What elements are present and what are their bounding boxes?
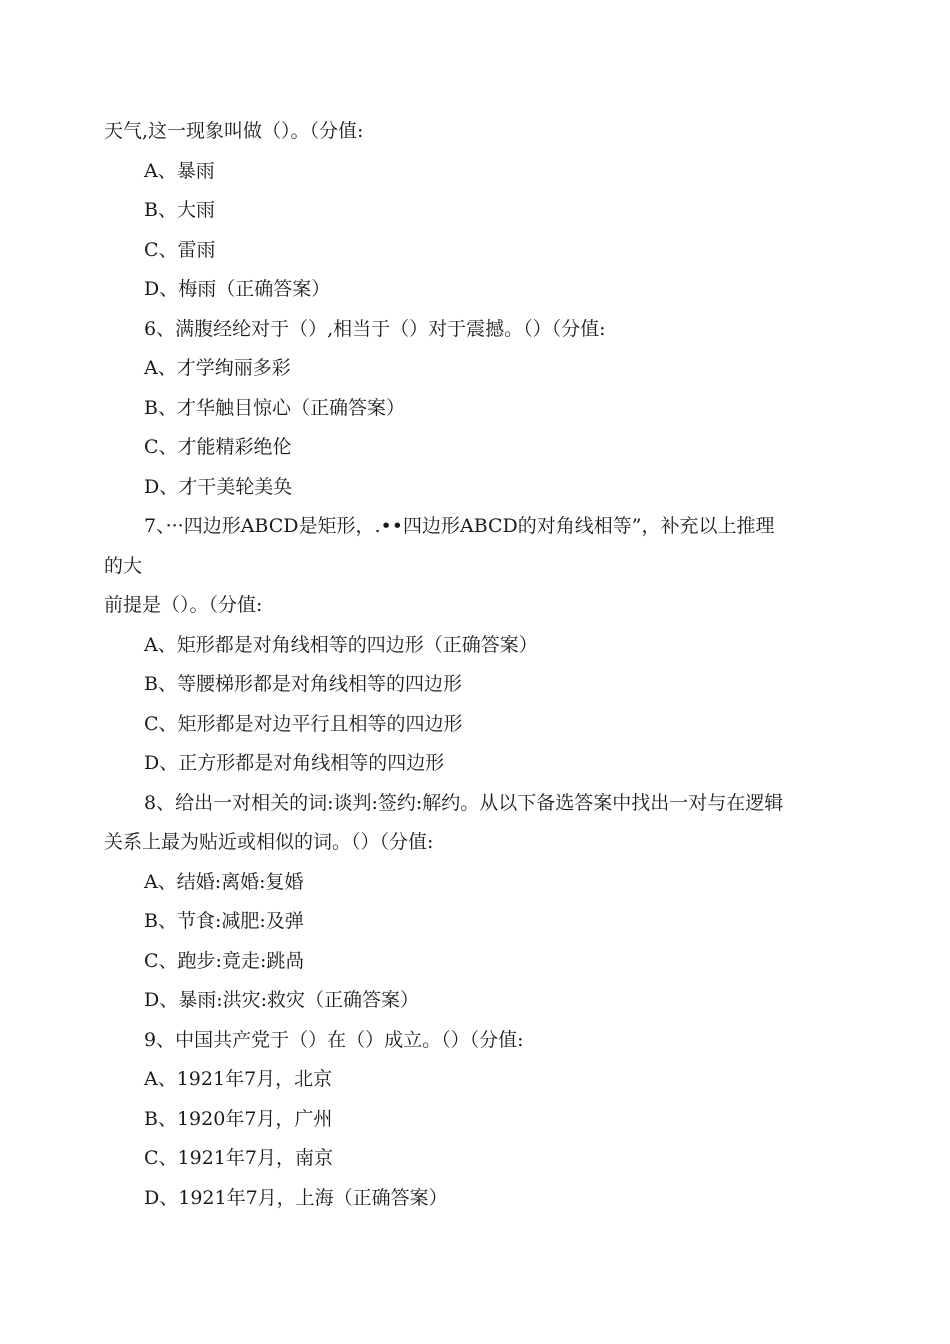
q5-option-b: B、大雨 [144, 199, 215, 221]
q7-option-d: D、正方形都是对角线相等的四边形 [144, 752, 445, 774]
q5-option-d: D、梅雨（正确答案） [144, 278, 331, 300]
q6-option-a: A、才学绚丽多彩 [144, 357, 291, 379]
q6-option-d: D、才干美轮美奂 [144, 476, 293, 498]
question-8-line-2: 关系上最为贴近或相似的词。（）（分值: [104, 831, 434, 853]
q8-option-a: A、结婚:离婚:复婚 [144, 871, 304, 893]
q6-option-b: B、才华触目惊心（正确答案） [144, 397, 405, 419]
question-9: 9、中国共产党于（）在（）成立。（）（分值: [144, 1029, 524, 1051]
q8-option-b: B、节食:减肥:及弹 [144, 910, 304, 932]
q9-option-b: B、1920年7月，广州 [144, 1108, 333, 1130]
q9-option-d: D、1921年7月，上海（正确答案） [144, 1187, 448, 1209]
question-7-line-3: 前提是（）。（分值: [104, 594, 263, 616]
q5-option-c: C、雷雨 [144, 239, 216, 261]
question-8: 8、给出一对相关的词:谈判:签约:解约。从以下备选答案中找出一对与在逻辑 [144, 792, 784, 814]
q7-option-c: C、矩形都是对边平行且相等的四边形 [144, 713, 463, 735]
question-7: 7、···四边形ABCD是矩形，.••四边形ABCD的对角线相等”，补充以上推理 [144, 515, 775, 537]
question-5-continuation: 天气,这一现象叫做（）。（分值: [104, 120, 364, 142]
q8-option-d: D、暴雨:洪灾:救灾（正确答案） [144, 989, 420, 1011]
question-7-line-2: 的大 [104, 555, 143, 577]
q7-option-b: B、等腰梯形都是对角线相等的四边形 [144, 673, 462, 695]
q8-option-c: C、跑步:竟走:跳咼 [144, 950, 305, 972]
q5-option-a: A、暴雨 [144, 160, 215, 182]
q9-option-a: A、1921年7月，北京 [144, 1068, 333, 1090]
q9-option-c: C、1921年7月，南京 [144, 1147, 333, 1169]
q6-option-c: C、才能精彩绝伦 [144, 436, 292, 458]
question-6: 6、满腹经纶对于（）,相当于（）对于震撼。（）（分值: [144, 318, 606, 340]
q7-option-a: A、矩形都是对角线相等的四边形（正确答案） [144, 634, 538, 656]
